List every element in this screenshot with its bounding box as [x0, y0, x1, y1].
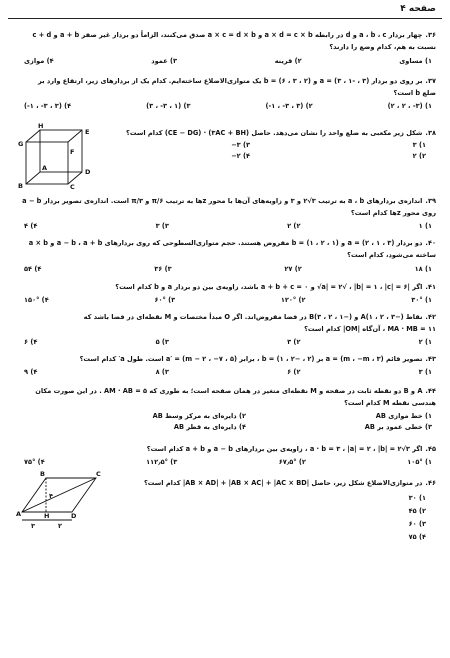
option[interactable]: ۱) ۳۰°	[411, 296, 432, 304]
parallelogram-label: H	[44, 512, 50, 520]
option[interactable]: ۴) دایره‌ای به قطر AB	[173, 423, 246, 431]
option[interactable]: ۱) مساوی	[399, 57, 432, 65]
option[interactable]: ۳) ۳	[155, 222, 169, 230]
question-46-options	[409, 492, 426, 544]
parallelogram-figure	[16, 470, 102, 532]
parallelogram-label: ۲	[58, 522, 62, 530]
question-40-line-1: ۴۰.دو بردار a = (۲ ، ۱ ، ۳) و b = (۱ ، ۲ ، ۱) مفروض هستند. حجم متوازی‌السطوحی که روی بردارهای a − b ، a + b و a × b	[28, 239, 436, 247]
option[interactable]: ۴) ۱۵۰°	[24, 296, 49, 304]
option[interactable]: ۱) ۱	[418, 222, 432, 230]
option[interactable]: ۳) ۵	[155, 338, 169, 346]
option[interactable]: ۲) ۲	[412, 152, 426, 160]
question-43-options	[24, 368, 432, 376]
option[interactable]: ۴) موازی	[24, 57, 54, 65]
question-37-options	[24, 102, 432, 110]
parallelogram-label: D	[71, 512, 77, 520]
option[interactable]: ۲) ۲	[287, 222, 301, 230]
option[interactable]: ۲) ۱۲۰°	[280, 296, 306, 304]
parallelogram-label: B	[40, 470, 45, 478]
question-44-options	[60, 412, 432, 431]
option[interactable]: ۱) ۲	[418, 338, 432, 346]
option[interactable]: ۴) ۲−	[231, 152, 250, 160]
parallelogram-label: ۴	[49, 492, 53, 500]
cube-label: F	[70, 148, 75, 156]
question-39-options	[24, 222, 432, 230]
option[interactable]: ۴) ۷۵	[408, 533, 426, 541]
option[interactable]: ۲) ۶۷٫۵°	[278, 458, 306, 466]
cube-label: B	[18, 182, 23, 190]
option[interactable]: ۱) ۳۰	[408, 494, 426, 502]
option[interactable]: ۳) خطی عمود بر AB	[364, 423, 432, 431]
question-45-line-1: ۴۵.اگر a · b = ۳ ، |a| = ۲ ، |b| = ۲√۳ ، زاویه‌ی بین بردارهای a − b و a + b کدام است؟	[146, 445, 436, 453]
question-38-options-left	[231, 140, 250, 162]
parallelogram-label: A	[16, 510, 22, 518]
option[interactable]: ۴) ۹	[24, 368, 38, 376]
cube-figure	[18, 122, 100, 190]
cube-label: H	[38, 122, 44, 130]
option[interactable]: ۳) ۸	[155, 368, 169, 376]
cube-label: C	[70, 183, 75, 190]
cube-label: G	[18, 140, 24, 148]
option[interactable]: ۲) ۲۷	[284, 265, 302, 273]
option[interactable]: ۴) ۴	[24, 222, 38, 230]
page-label: صفحه ۴	[400, 4, 436, 14]
question-42-line-2: MA · MB = ۱۱ ، آن‌گاه |OM| کدام است؟	[304, 325, 436, 333]
question-38-line-1: ۳۸.شکل زیر مکعبی به ضلع واحد را نشان می‌دهد. حاصل (۳AC + BH) · (CE − DG) کدام است؟	[126, 129, 436, 137]
question-46-line-1: ۴۶.در متوازی‌الاضلاع شکل زیر، حاصل |AB × AD| + |AB × AC| + |AC × BD| کدام است؟	[143, 479, 436, 487]
question-42-options	[24, 338, 432, 346]
cube-label: E	[85, 128, 90, 136]
option[interactable]: ۳) ۱۱۲٫۵°	[146, 458, 178, 466]
cube-label: D	[85, 168, 91, 176]
cube-label: A	[42, 164, 48, 172]
option[interactable]: ۲) ۴۵	[408, 507, 426, 515]
question-39-line-1: ۳۹.اندازه‌ی بردارهای a ، b به ترتیب ۳√۲ و ۳ و زاویه‌های آن‌ها با محور zها به ترتیب π/۶ و π/۳ است. اندازه‌ی تصویر بردار a − b	[22, 197, 436, 205]
question-40-line-2: ساخته می‌شود، کدام است؟	[347, 251, 436, 259]
question-45-options	[24, 458, 432, 466]
option[interactable]: ۲) قرینه	[274, 57, 302, 65]
option[interactable]: ۳) عمود	[151, 57, 178, 65]
option[interactable]: ۳) ۳−	[231, 141, 250, 149]
question-41-options	[24, 296, 432, 304]
option[interactable]: ۱) ۱۸	[414, 265, 432, 273]
question-36-line-1: ۳۶.چهار بردار a ، b ، c و d در رابطه a × d = c × b و a × c = d × b صدق می‌کنند، الزاماً دو بردار غیر صفر a + b و c + d	[32, 31, 436, 39]
parallelogram-label: C	[96, 470, 101, 478]
option[interactable]: ۳) ۶۰	[408, 520, 426, 528]
option[interactable]: ۱) ۳	[418, 368, 432, 376]
question-40-options	[24, 265, 432, 273]
question-43-line-1: ۴۳.تصویر قائم a = (m ، −m ، ۳) بر b = (۱ ، ۲− ، ۲) ، برابر a′ = (m − ۲ ، −۷ ، ۵) است. طول a′ کدام است؟	[79, 355, 436, 363]
option[interactable]: ۲) ۶	[287, 368, 301, 376]
question-44-line-1: ۴۴.A و B دو نقطه ثابت در صفحه و M نقطه‌ای متغیر در همان صفحه است؛ به طوری که AM · AB = ۵ . در این صورت مکان	[35, 387, 436, 395]
option[interactable]: ۱) (۳- ، ۲ ، ۲)	[387, 102, 432, 110]
header-rule	[8, 18, 442, 19]
option[interactable]: ۱) خط موازی AB	[375, 412, 432, 420]
question-37-line-2: ضلع b است؟	[393, 89, 436, 97]
question-36-line-2: نسبت به هم، کدام وضع را دارند؟	[329, 43, 436, 51]
option[interactable]: ۳) (۱ ، ۳- ، ۳)	[146, 102, 191, 110]
question-41-line-1: ۴۱.اگر |a| = ۲√ ، |b| = ۱ ، |c| = ۶√ و a + b + c = ۰ باشد، زاویه‌ی بین دو بردار a و b کدام است؟	[115, 283, 436, 291]
question-36-options	[24, 57, 432, 65]
option[interactable]: ۳) ۶۰°	[154, 296, 176, 304]
option[interactable]: ۲) دایره‌ای به مرکز وسط AB	[152, 412, 246, 420]
question-39-line-2: روی محور zها کدام است؟	[350, 209, 436, 217]
option[interactable]: ۴) ۵۴	[24, 265, 42, 273]
option[interactable]: ۳) ۳۶	[154, 265, 172, 273]
question-44-line-2: هندسی نقطه M کدام است؟	[344, 399, 436, 407]
option[interactable]: ۱) ۳	[412, 141, 426, 149]
option[interactable]: ۲) (۳ ، ۳- ، ۱-)	[265, 102, 313, 110]
question-37-line-1: ۳۷.بر روی دو بردار a = (۳ ، ۱- ، ۳) و b = (۶ ، ۳ ، ۲) یک متوازی‌الاضلاع ساخته‌ایم. کدام یک از بردارهای زیر، ارتفاع وارد بر	[38, 77, 436, 85]
option[interactable]: ۲) ۳	[287, 338, 301, 346]
question-42-line-1: ۴۲.نقاط A(۱ ، ۲ ، ۳−) و B(۳ ، ۲ ، ۱−) در فضا مفروض‌اند. اگر O مبدأ مختصات و M نقطه‌ای در فضا باشد که	[83, 313, 436, 321]
parallelogram-label: ۳	[31, 522, 35, 530]
question-38-options-right	[413, 140, 426, 162]
option[interactable]: ۴) ۷۵°	[24, 458, 45, 466]
option[interactable]: ۴) (۳ ، ۳- ، ۱-)	[24, 102, 72, 110]
option[interactable]: ۱) ۱۰۵°	[407, 458, 432, 466]
option[interactable]: ۴) ۶	[24, 338, 38, 346]
